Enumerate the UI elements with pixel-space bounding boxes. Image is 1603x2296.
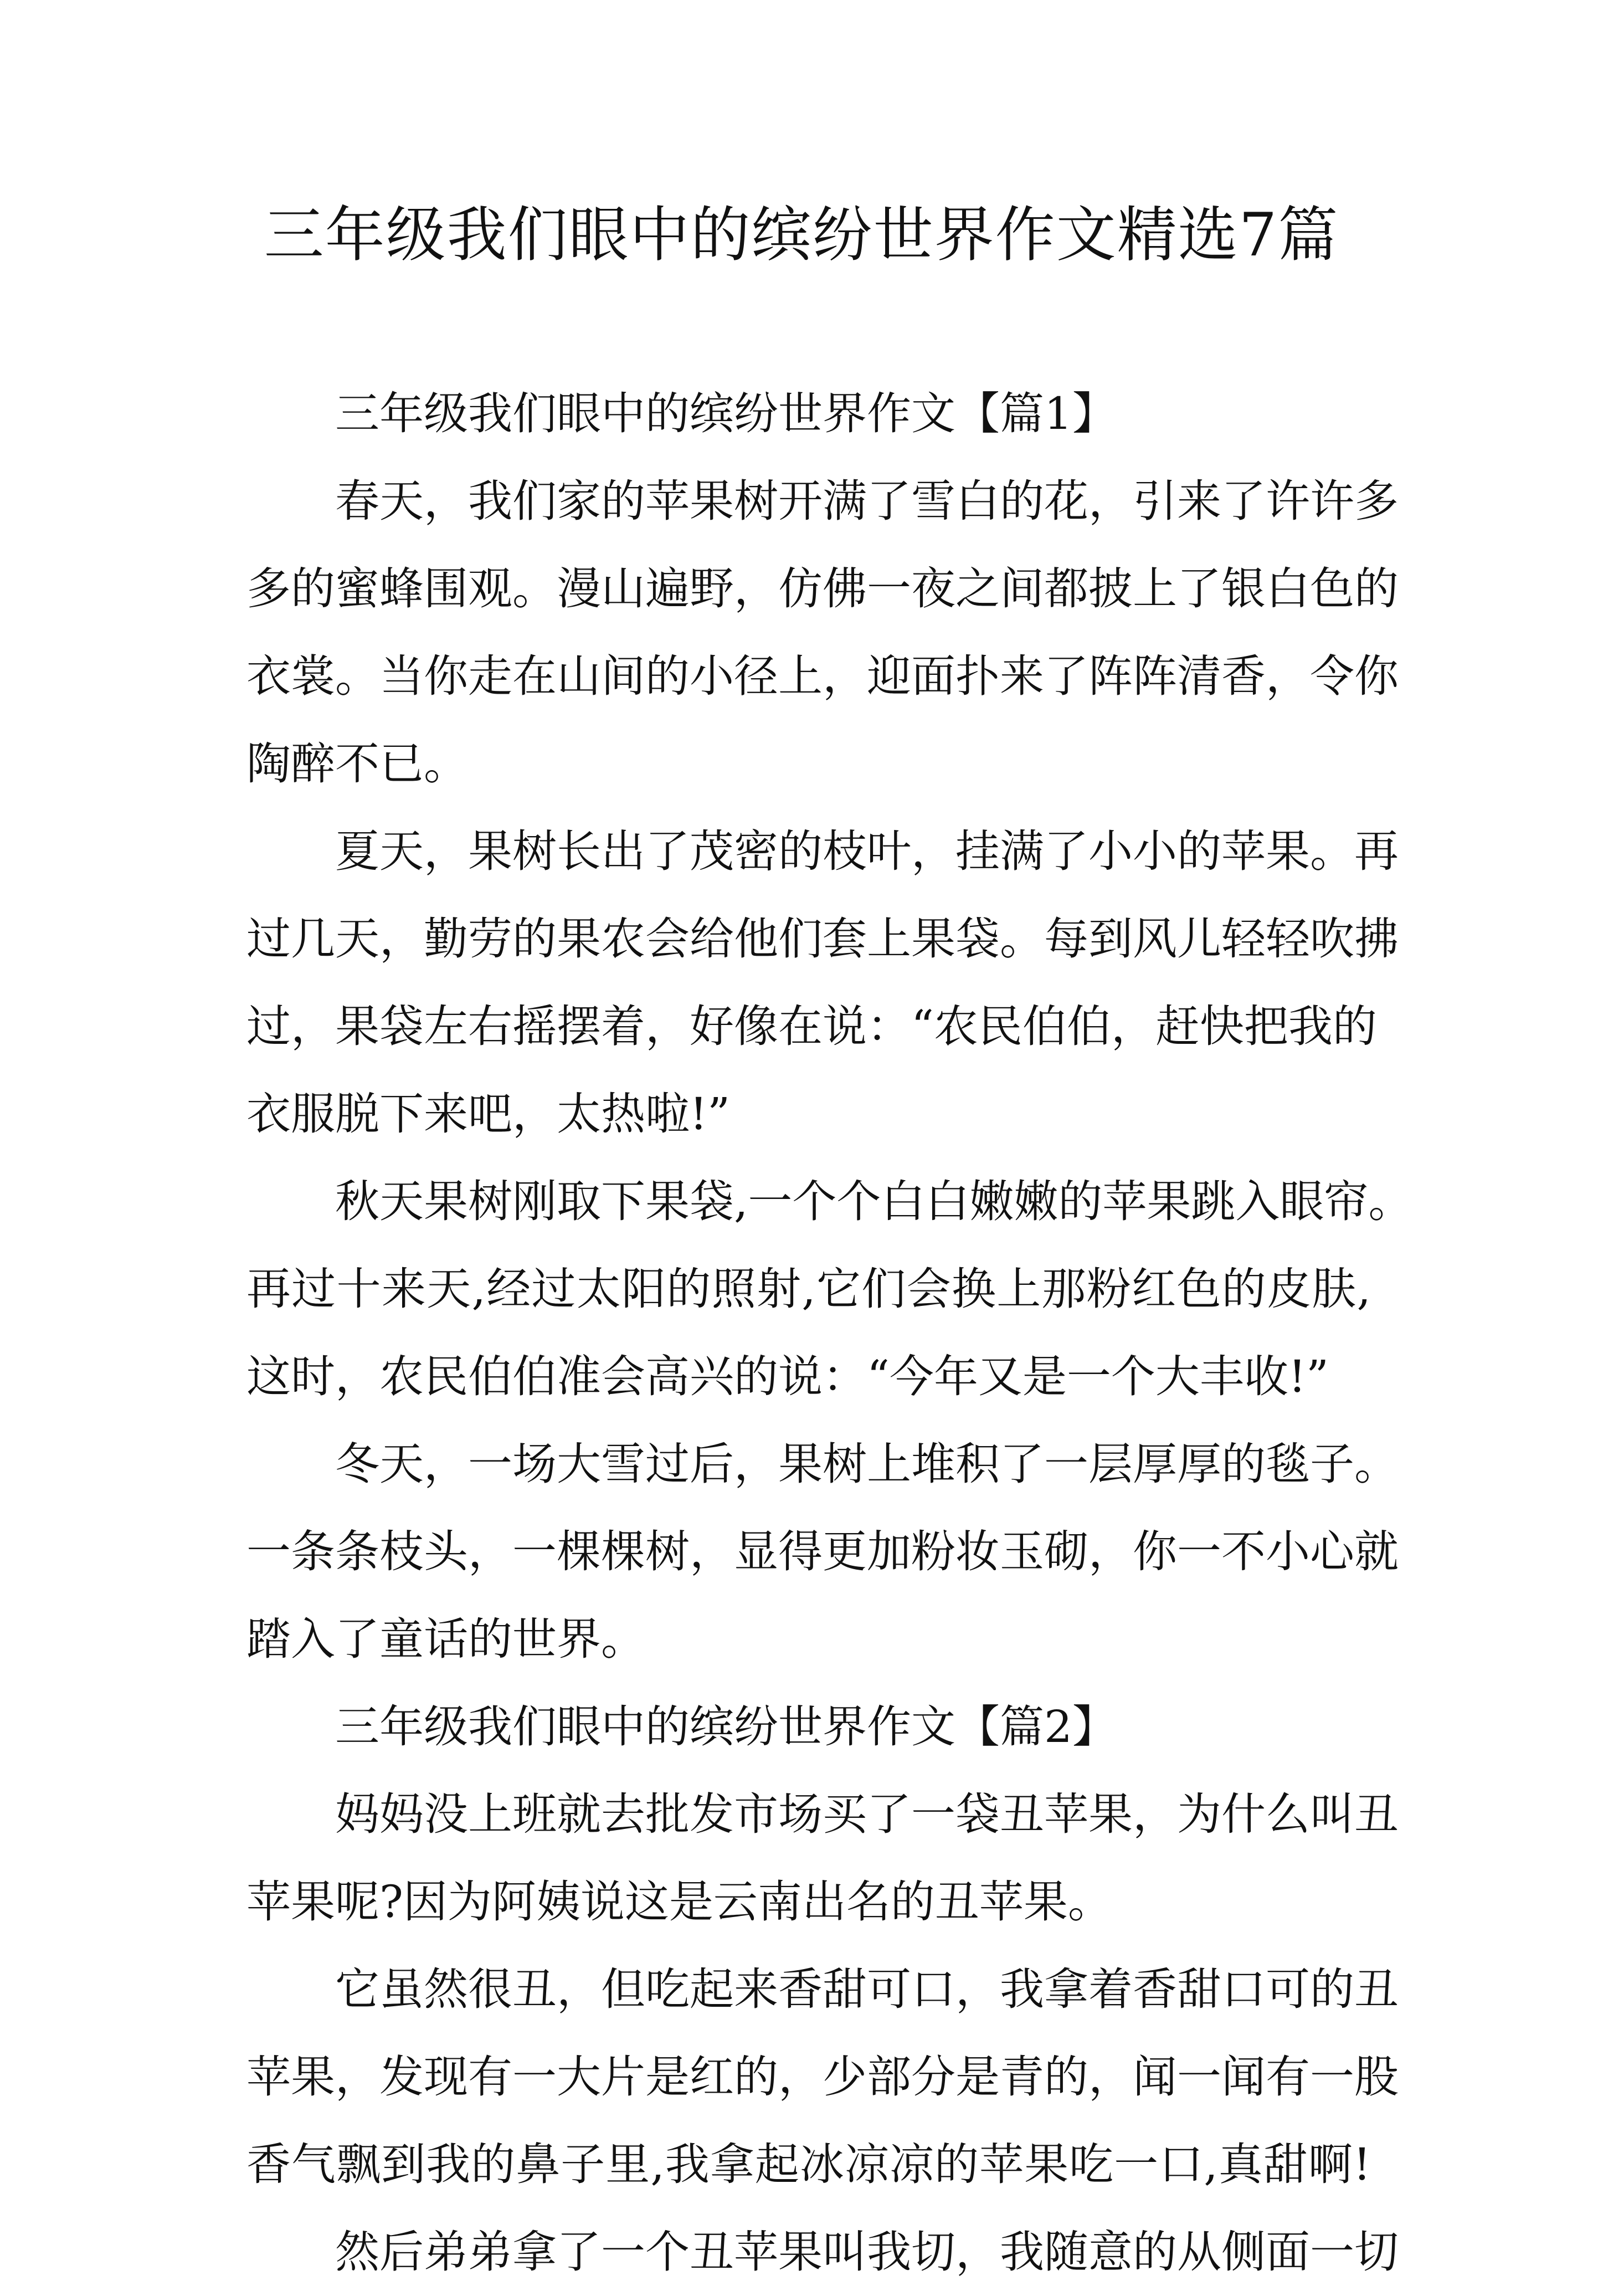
text-line: 多的蜜蜂围观。漫山遍野，仿佛一夜之间都披上了银白色的	[246, 563, 1399, 614]
text-line: 苹果呢?因为阿姨说这是云南出名的丑苹果。	[246, 1876, 1112, 1928]
text-line: 苹果，发现有一大片是红的，少部分是青的，闻一闻有一股	[246, 2051, 1399, 2103]
text-line: 三年级我们眼中的缤纷世界作文【篇2】	[335, 1701, 1117, 1752]
document-body	[246, 370, 1413, 2296]
text-line: 妈妈没上班就去批发市场买了一袋丑苹果，为什么叫丑	[335, 1788, 1399, 1840]
text-line: 香气飘到我的鼻子里,我拿起冰凉凉的苹果吃一口,真甜啊!	[246, 2139, 1371, 2190]
text-line: 它虽然很丑，但吃起来香甜可口，我拿着香甜口可的丑	[335, 1964, 1399, 2015]
text-line: 秋天果树刚取下果袋,一个个白白嫩嫩的苹果跳入眼帘。	[335, 1176, 1413, 1227]
document-title: 三年级我们眼中的缤纷世界作文精选7篇	[264, 201, 1339, 270]
text-line: 陶醉不已。	[246, 738, 468, 790]
text-line: 一条条枝头，一棵棵树，显得更加粉妆玉砌，你一不小心就	[246, 1526, 1399, 1577]
text-line: 三年级我们眼中的缤纷世界作文【篇1】	[335, 388, 1117, 439]
text-line: 过，果袋左右摇摆着，好像在说：“农民伯伯，赶快把我的	[246, 1001, 1377, 1052]
text-line: 过几天，勤劳的果农会给他们套上果袋。每到风儿轻轻吹拂	[246, 913, 1399, 965]
text-line: 衣服脱下来吧，太热啦!”	[246, 1088, 731, 1140]
text-line: 然后弟弟拿了一个丑苹果叫我切，我随意的从侧面一切	[335, 2226, 1399, 2278]
text-line: 踏入了童话的世界。	[246, 1613, 645, 1665]
text-line: 再过十来天,经过太阳的照射,它们会换上那粉红色的皮肤,	[246, 1263, 1371, 1315]
text-line: 冬天，一场大雪过后，果树上堆积了一层厚厚的毯子。	[335, 1438, 1399, 1490]
text-line: 这时，农民伯伯准会高兴的说：“今年又是一个大丰收!”	[246, 1351, 1329, 1402]
text-line: 夏天，果树长出了茂密的枝叶，挂满了小小的苹果。再	[335, 826, 1399, 877]
text-line: 春天，我们家的苹果树开满了雪白的花，引来了许许多	[335, 475, 1399, 527]
text-line: 衣裳。当你走在山间的小径上，迎面扑来了阵阵清香，令你	[246, 650, 1399, 702]
